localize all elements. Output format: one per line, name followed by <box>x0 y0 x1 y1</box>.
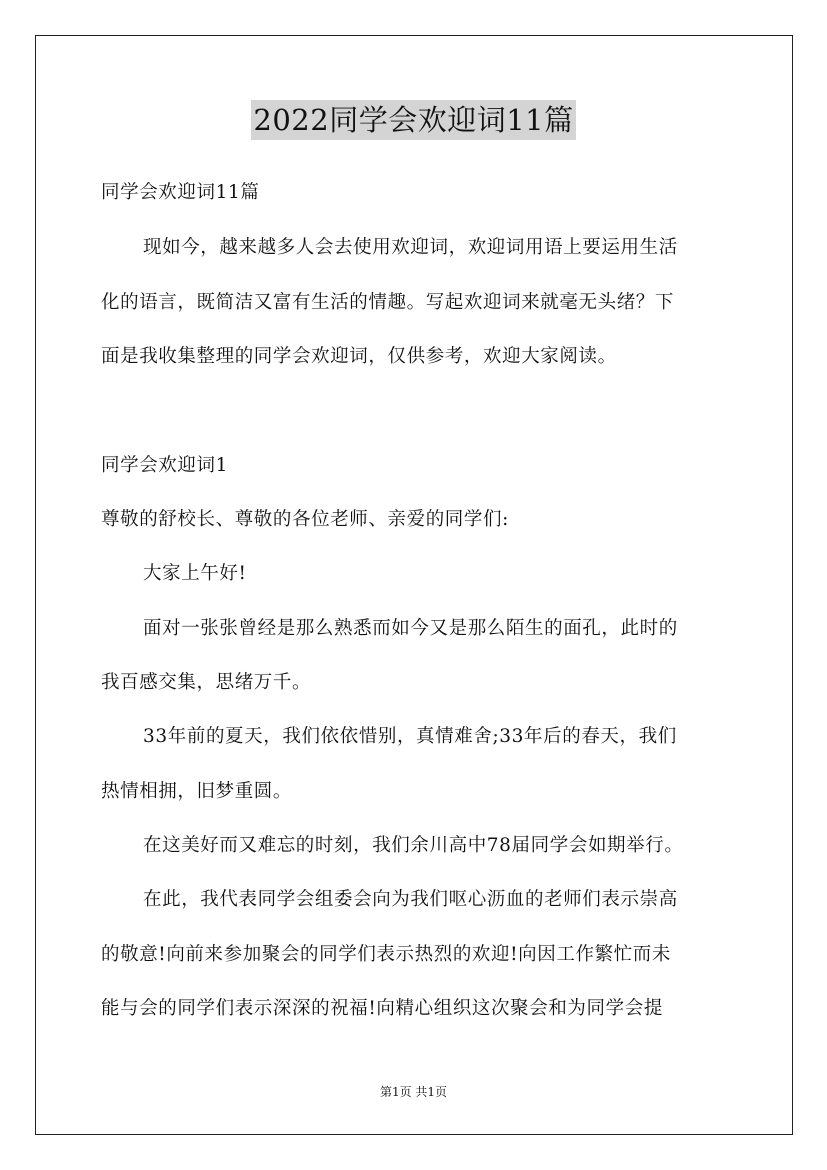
salutation-line: 尊敬的舒校长、尊敬的各位老师、亲爱的同学们: <box>101 509 509 530</box>
section-heading: 同学会欢迎词1 <box>101 455 228 476</box>
body-line-7: 的敬意!向前来参加聚会的同学们表示热烈的欢迎!向因工作繁忙而未 <box>101 944 671 965</box>
document-title: 2022同学会欢迎词11篇 <box>251 100 575 140</box>
body-line-6: 在此，我代表同学会组委会向为我们呕心沥血的老师们表示崇高 <box>143 889 678 910</box>
page-footer: 第1页 共1页 <box>379 1085 448 1099</box>
title-container <box>0 100 827 140</box>
intro-line-2: 化的语言，既简洁又富有生活的情趣。写起欢迎词来就毫无头绪？下 <box>101 292 675 313</box>
body-line-2: 我百感交集，思绪万千。 <box>101 672 312 693</box>
subtitle-line: 同学会欢迎词11篇 <box>101 182 260 203</box>
body-line-8: 能与会的同学们表示深深的祝福!向精心组织这次聚会和为同学会提 <box>101 998 663 1019</box>
body-line-4: 热情相拥，旧梦重圆。 <box>101 781 293 802</box>
body-line-3: 33年前的夏天，我们依依惜别，真情难舍;33年后的春天，我们 <box>143 726 677 747</box>
intro-line-3: 面是我收集整理的同学会欢迎词，仅供参考，欢迎大家阅读。 <box>101 346 617 367</box>
greeting-line: 大家上午好! <box>143 563 247 584</box>
body-line-5: 在这美好而又难忘的时刻，我们余川高中78届同学会如期举行。 <box>143 835 684 856</box>
intro-line-1: 现如今，越来越多人会去使用欢迎词，欢迎词用语上要运用生活 <box>143 237 678 258</box>
body-line-1: 面对一张张曾经是那么熟悉而如今又是那么陌生的面孔，此时的 <box>143 618 678 639</box>
